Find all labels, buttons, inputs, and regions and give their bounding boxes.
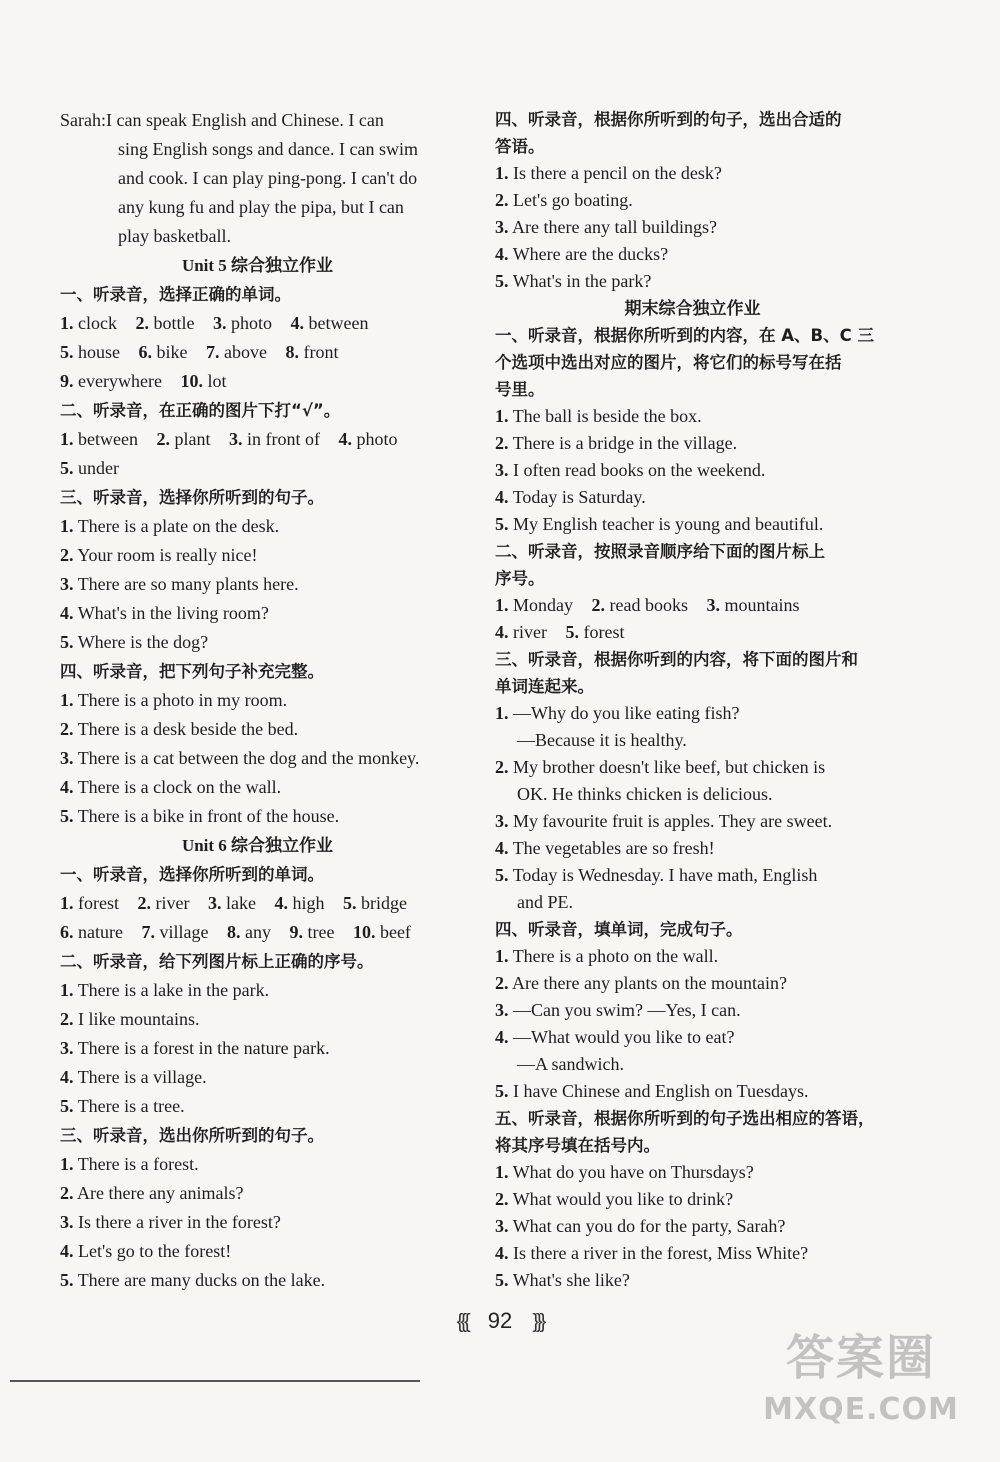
page-number-brace-left: {{{ [456, 1311, 468, 1333]
unit5-s4-heading: 四、听录音，把下列句子补充完整。 [60, 662, 324, 681]
sentence-item: 3. Is there a river in the forest? [60, 1212, 281, 1232]
dialogue-line: 2. Are there any plants on the mountain? [495, 973, 787, 993]
sentence-item: 1. The ball is beside the box. [495, 406, 702, 426]
sentence-item: 4. Let's go to the forest! [60, 1241, 232, 1261]
sarah-line-4: any kung fu and play the pipa, but I can [118, 197, 404, 217]
word-item: 3. photo [212, 313, 272, 333]
sentence-item: 1. What do you have on Thursdays? [495, 1162, 754, 1182]
sentence-item: 5. What's she like? [495, 1270, 630, 1290]
final-s5-heading-line: 五、听录音，根据你所听到的句子选出相应的答语， [495, 1109, 875, 1128]
unit5-s3-heading: 三、听录音，选择你所听到的句子。 [60, 488, 324, 507]
sentence-item: 2. There is a bridge in the village. [495, 433, 738, 453]
final-title: 期末综合独立作业 [624, 299, 761, 318]
prev-s4-heading-line: 答语。 [495, 137, 545, 156]
sentence-item: 2. Let's go boating. [495, 190, 633, 210]
word-item: 3. in front of [228, 429, 320, 449]
word-item: 3. lake [207, 893, 256, 913]
page-number-value: 92 [487, 1308, 513, 1333]
dialogue-line: 5. I have Chinese and English on Tuesdays. [495, 1081, 809, 1101]
final-s1-heading-line: 号里。 [495, 380, 545, 399]
final-s3-heading-line: 三、听录音，根据你听到的内容，将下面的图片和 [495, 650, 858, 669]
sentence-item: 4. There is a village. [60, 1067, 207, 1087]
word-item: 3. mountains [706, 595, 800, 615]
word-item: 10. beef [352, 922, 411, 942]
unit5-s1-heading: 一、听录音，选择正确的单词。 [60, 285, 291, 304]
sentence-item: 5. Where is the dog? [60, 632, 209, 652]
sentence-item: 3. What can you do for the party, Sarah? [495, 1216, 786, 1236]
word-item: 1. clock [60, 313, 117, 333]
dialogue-line: OK. He thinks chicken is delicious. [517, 784, 773, 804]
unit6-s2-heading: 二、听录音，给下列图片标上正确的序号。 [60, 952, 374, 971]
word-item: 9. everywhere [60, 371, 162, 391]
bottom-divider [10, 1380, 420, 1382]
word-row [60, 454, 455, 483]
word-item: 1. between [60, 429, 138, 449]
word-item: 4. high [274, 893, 325, 913]
dialogue-line: 5. Today is Wednesday. I have math, English [495, 865, 818, 885]
sentence-item: 1. There is a forest. [60, 1154, 199, 1174]
sentence-item: 4. Today is Saturday. [495, 487, 646, 507]
final-s2-heading-line: 序号。 [495, 569, 545, 588]
word-row [60, 889, 455, 918]
unit6-s1-heading: 一、听录音，选择你所听到的单词。 [60, 865, 324, 884]
word-item: 2. plant [156, 429, 211, 449]
dialogue-line: 1. There is a photo on the wall. [495, 946, 719, 966]
final-s1-heading-line: 个选项中选出对应的图片，将它们的标号写在括 [495, 353, 842, 372]
word-item: 9. tree [289, 922, 335, 942]
watermark-logo [736, 1326, 986, 1446]
sentence-item: 5. There is a tree. [60, 1096, 185, 1116]
sentence-item: 3. There are so many plants here. [60, 574, 299, 594]
watermark-logo-text: 答案圈 [785, 1330, 936, 1386]
sentence-item: 2. Are there any animals? [60, 1183, 244, 1203]
word-item: 8. any [226, 922, 271, 942]
sentence-item: 2. Your room is really nice! [60, 545, 258, 565]
sentence-item: 4. There is a clock on the wall. [60, 777, 282, 797]
dialogue-line: —Because it is healthy. [517, 730, 687, 750]
word-item: 2. bottle [135, 313, 195, 333]
word-item: 2. read books [591, 595, 688, 615]
sentence-item: 4. What's in the living room? [60, 603, 269, 623]
right-column [495, 106, 890, 1294]
dialogue-line: 2. My brother doesn't like beef, but chicken is [495, 757, 826, 777]
word-row [495, 592, 890, 619]
unit6-title: Unit 6 综合独立作业 [181, 836, 334, 855]
sentence-item: 1. Is there a pencil on the desk? [495, 163, 722, 183]
word-item: 5. bridge [342, 893, 407, 913]
word-row [60, 309, 455, 338]
sentence-item: 5. There is a bike in front of the house. [60, 806, 340, 826]
final-s3-heading-line: 单词连起来。 [495, 677, 594, 696]
word-item: 6. nature [60, 922, 123, 942]
unit5-title: Unit 5 综合独立作业 [181, 256, 334, 275]
prev-s4-heading-line: 四、听录音，根据你所听到的句子，选出合适的 [495, 110, 842, 129]
word-item: 2. river [137, 893, 190, 913]
dialogue-line: 1. —Why do you like eating fish? [495, 703, 740, 723]
dialogue-line: —A sandwich. [517, 1054, 624, 1074]
word-item: 5. house [60, 342, 120, 362]
watermark-url: MXQE.COM [763, 1392, 959, 1427]
word-row [60, 367, 455, 396]
dialogue-line: and PE. [517, 892, 573, 912]
word-item: 4. photo [338, 429, 398, 449]
sentence-item: 5. My English teacher is young and beautiful. [495, 514, 824, 534]
final-s2-heading-line: 二、听录音，按照录音顺序给下面的图片标上 [495, 542, 825, 561]
word-item: 1. forest [60, 893, 119, 913]
final-s1-heading-line: 一、听录音，根据你所听到的内容，在 A、B、C 三 [495, 326, 874, 345]
sentence-item: 5. What's in the park? [495, 271, 652, 291]
unit5-s2-heading: 二、听录音，在正确的图片下打“√”。 [60, 401, 341, 420]
page-number-brace-right: }}} [532, 1311, 544, 1333]
dialogue-line: 4. —What would you like to eat? [495, 1027, 735, 1047]
sentence-item: 2. What would you like to drink? [495, 1189, 734, 1209]
sarah-line-3: and cook. I can play ping-pong. I can't do [118, 168, 418, 188]
sentence-item: 2. There is a desk beside the bed. [60, 719, 299, 739]
word-row [60, 425, 455, 454]
sentence-item: 4. Is there a river in the forest, Miss White? [495, 1243, 809, 1263]
word-item: 8. front [285, 342, 339, 362]
word-item: 7. village [141, 922, 209, 942]
left-column [60, 106, 455, 1295]
word-row [495, 619, 890, 646]
word-item: 1. Monday [495, 595, 573, 615]
word-item: 5. forest [565, 622, 625, 642]
sentence-item: 1. There is a plate on the desk. [60, 516, 280, 536]
word-item: 10. lot [180, 371, 227, 391]
word-item: 5. under [60, 458, 119, 478]
sentence-item: 2. I like mountains. [60, 1009, 200, 1029]
word-row [60, 338, 455, 367]
sentence-item: 1. There is a photo in my room. [60, 690, 288, 710]
sentence-item: 3. I often read books on the weekend. [495, 460, 766, 480]
word-item: 7. above [206, 342, 267, 362]
sentence-item: 3. There is a cat between the dog and the monkey. [60, 748, 420, 768]
word-item: 6. bike [138, 342, 188, 362]
unit6-s3-heading: 三、听录音，选出你所听到的句子。 [60, 1126, 324, 1145]
dialogue-line: 4. The vegetables are so fresh! [495, 838, 715, 858]
final-s5-heading-line: 将其序号填在括号内。 [495, 1136, 660, 1155]
sarah-line-5: play basketball. [118, 226, 231, 246]
sentence-item: 3. There is a forest in the nature park. [60, 1038, 330, 1058]
dialogue-line: 3. My favourite fruit is apples. They are sweet. [495, 811, 833, 831]
sentence-item: 5. There are many ducks on the lake. [60, 1270, 326, 1290]
word-row [60, 918, 455, 947]
sentence-item: 1. There is a lake in the park. [60, 980, 270, 1000]
sentence-item: 3. Are there any tall buildings? [495, 217, 717, 237]
sarah-line-1: Sarah:I can speak English and Chinese. I can [60, 110, 384, 130]
sentence-item: 4. Where are the ducks? [495, 244, 669, 264]
sarah-line-2: sing English songs and dance. I can swim [118, 139, 418, 159]
word-item: 4. between [290, 313, 369, 333]
final-s4-heading-line: 四、听录音，填单词，完成句子。 [495, 920, 743, 939]
word-item: 4. river [495, 622, 547, 642]
dialogue-line: 3. —Can you swim? —Yes, I can. [495, 1000, 741, 1020]
